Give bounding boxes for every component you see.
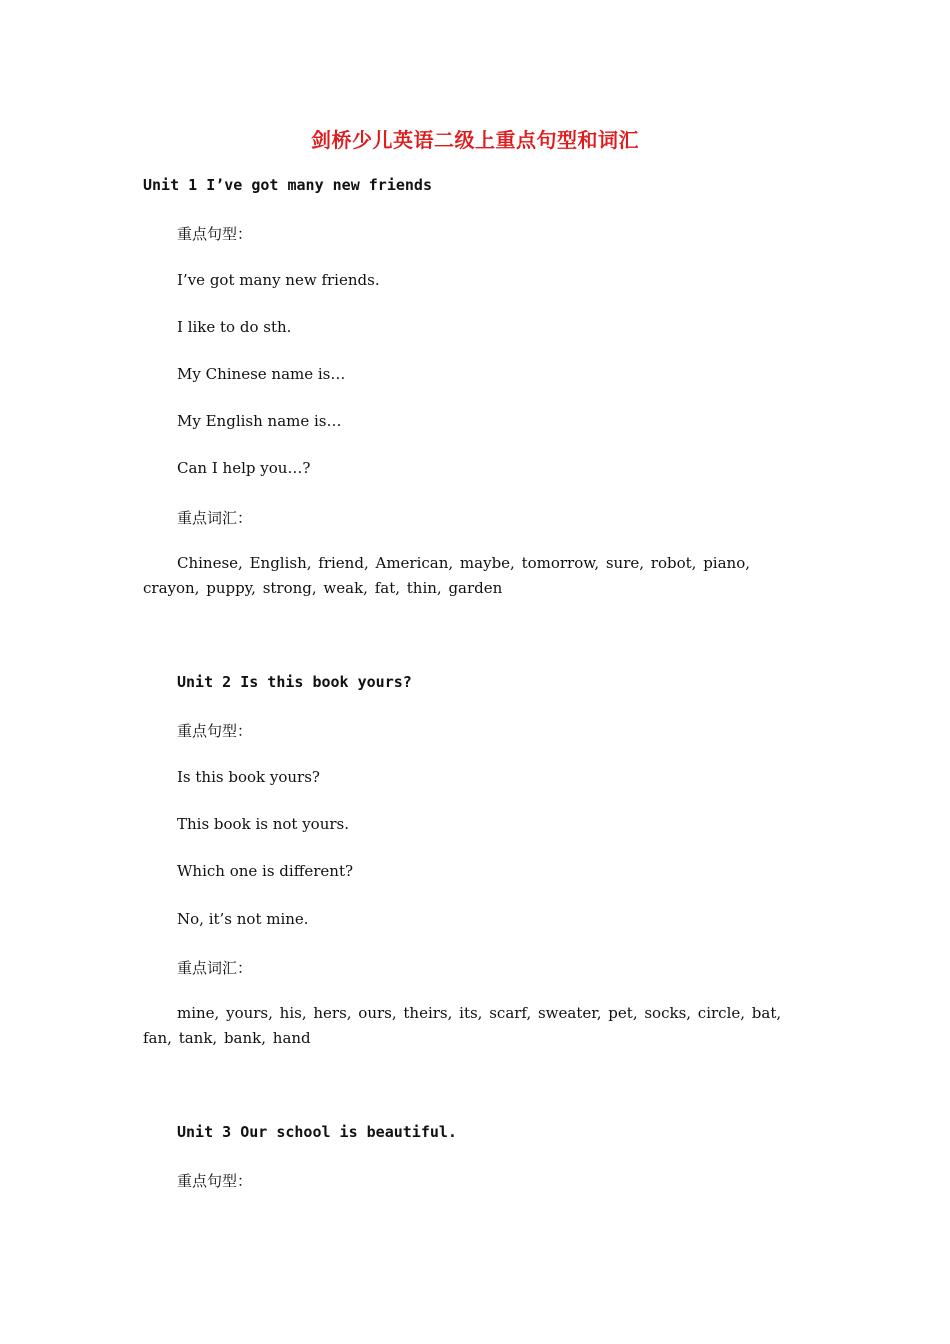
unit-1-patterns-label: 重点句型： bbox=[177, 225, 253, 243]
document-title: 剑桥少儿英语二级上重点句型和词汇 bbox=[311, 128, 639, 152]
unit-3-heading: Unit 3 Our school is beautiful. bbox=[177, 1123, 457, 1141]
unit-1-vocab-label: 重点词汇： bbox=[177, 509, 253, 527]
unit-2-pattern: No, it’s not mine. bbox=[177, 910, 309, 928]
unit-1-vocab: Chinese, English, friend, American, maybe, tomorrow, sure, robot, piano, crayon, puppy, strong, weak, fat, thin, garden bbox=[143, 554, 750, 597]
unit-1-pattern: My English name is… bbox=[177, 412, 342, 430]
unit-1-pattern: I’ve got many new friends. bbox=[177, 271, 380, 289]
unit-1-pattern: Can I help you…? bbox=[177, 459, 311, 477]
unit-2-pattern: Which one is different? bbox=[177, 862, 354, 880]
unit-2-pattern: Is this book yours? bbox=[177, 768, 320, 786]
unit-2-heading: Unit 2 Is this book yours? bbox=[177, 673, 412, 691]
unit-1-pattern: I like to do sth. bbox=[177, 318, 292, 336]
unit-2-vocab: mine, yours, his, hers, ours, theirs, its, scarf, sweater, pet, socks, circle, bat, fan, tank, bank, hand bbox=[143, 1004, 782, 1047]
unit-2-patterns-label: 重点句型： bbox=[177, 722, 253, 740]
unit-1-pattern: My Chinese name is… bbox=[177, 365, 346, 383]
unit-1-heading: Unit 1 I’ve got many new friends bbox=[143, 176, 432, 194]
unit-3-patterns-label: 重点句型： bbox=[177, 1172, 253, 1190]
unit-2-pattern: This book is not yours. bbox=[177, 815, 350, 833]
unit-2-vocab-label: 重点词汇： bbox=[177, 959, 253, 977]
